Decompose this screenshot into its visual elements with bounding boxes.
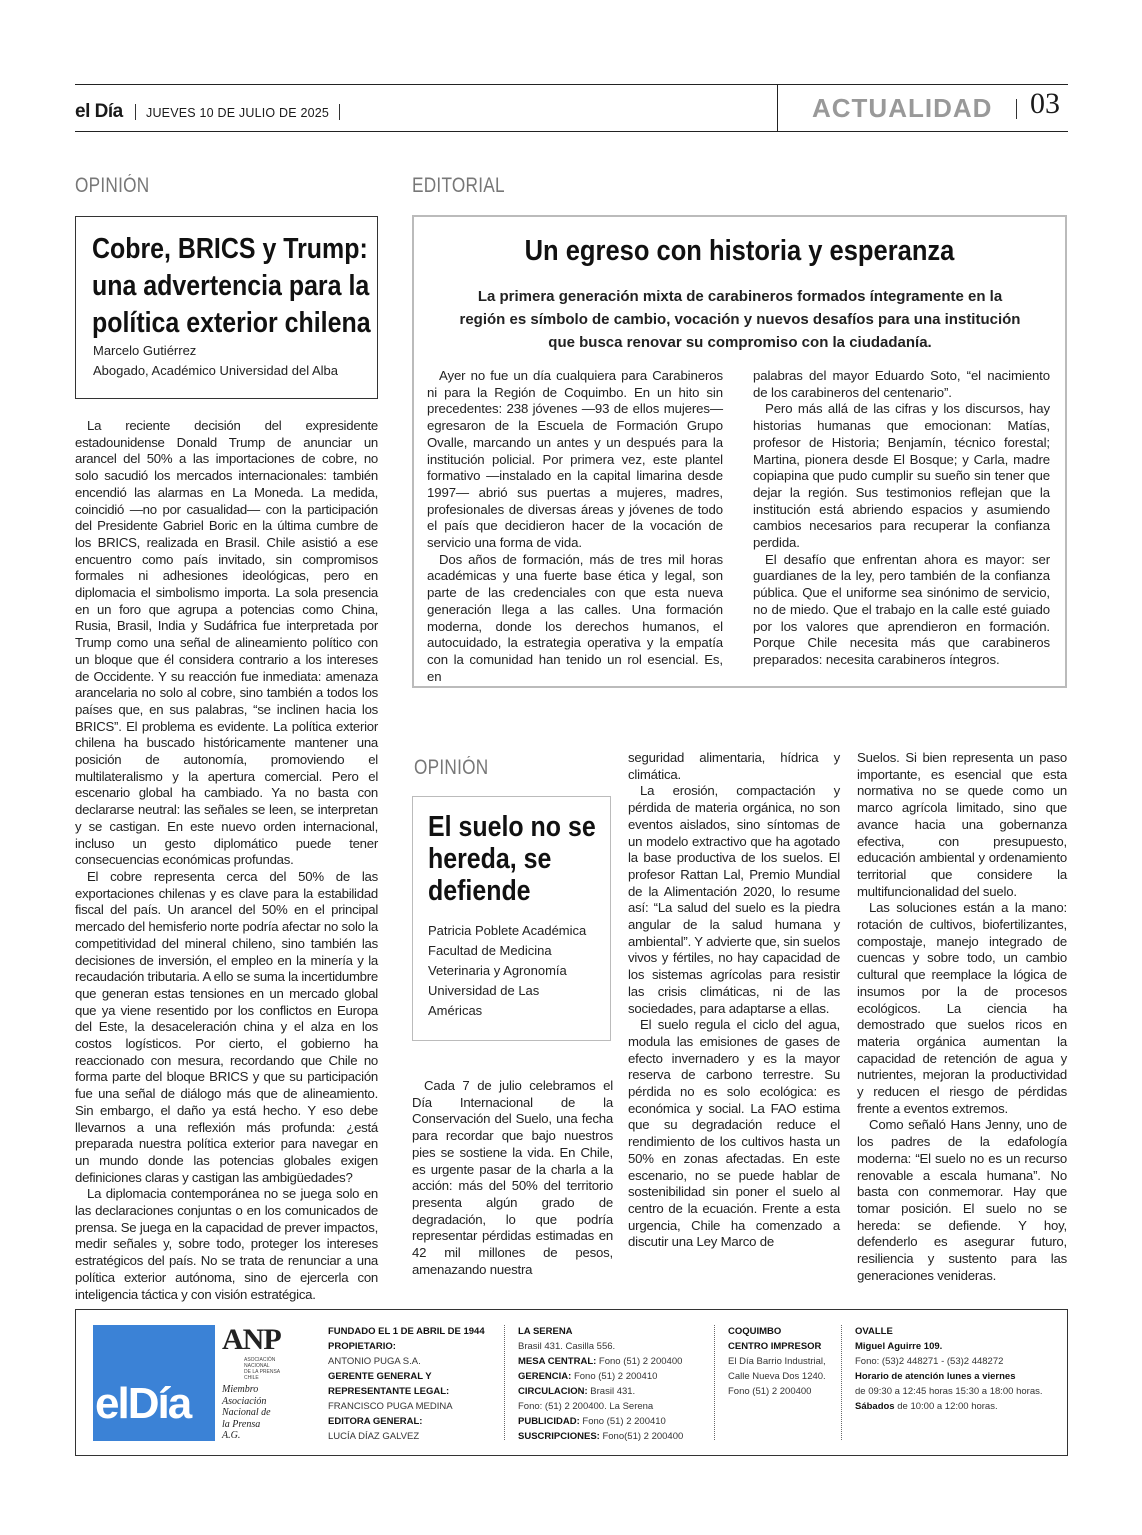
footer-line: Fono: (53)2 448271 - (53)2 448272	[855, 1356, 1004, 1367]
anp-logo: ANP ASOCIACIÓN NACIONAL DE LA PRENSA CHILE	[222, 1323, 281, 1381]
header-date: JUEVES 10 DE JULIO DE 2025	[146, 106, 330, 120]
opinion-author: Marcelo Gutiérrez Abogado, Académico Universidad del Alba	[93, 343, 338, 378]
header-section: ACTUALIDAD	[812, 93, 993, 123]
footer-line: ANTONIO PUGA S.A.	[328, 1356, 421, 1367]
footer-line: de 09:30 a 12:45 horas 15:30 a 18:00 horas.	[855, 1386, 1043, 1397]
footer-line: Fono (51) 2 200400	[728, 1386, 812, 1397]
page-number: 03	[1030, 87, 1060, 120]
footer-line: FRANCISCO PUGA MEDINA	[328, 1401, 453, 1412]
footer-line: Fono: (51) 2 200400. La Serena	[518, 1401, 654, 1412]
opinion-body: La reciente decisión del expresidente estadounidense Donald Trump de anunciar un arancel del 50% a las importaciones de cobre, no solo sacudió los mercados internacionales: también encendió las alarmas en La Moneda. La medida, coincidió —no por casualidad— con la participación del Presidente Gabriel Boric en la última cumbre de los BRICS, realizada en Brasil. Chile asistió a ese encuentro como país invitado, sin compromisos formales ni adhesiones ideológicas, pero en diplomacia el simbolismo importa. La sola presencia en un foro que agrupa a potencias como China, Rusia, Brasil, India y Sudáfrica fue interpretada por Trump como una señal de alineamiento político con un bloque que él considera contrario a los intereses de Occidente. Y su reacción fue inmediata: amenaza arancelaria no solo al cobre, sino también a todos los países que, en sus palabras, “se inclinen hacia los BRICS”. El problema es evidente. La política exterior chilena ha buscado históricamente mantener una posición de autonomía, promoviendo el multilateralismo y la apertura comercial. Pero el escenario global ha cambiado. Ya no basta con declararse neutral: las señales se leen, se interpretan y se castigan. En este nuevo orden internacional, incluso un gesto diplomático puede tener consecuencias económicas profundas. El cobre representa cerca del 50% de las exportaciones chilenas y es clave para la estabilidad fiscal del país. Un arancel del 50% en el principal mercado del hemisferio norte podría afectar no solo la competitividad del mineral chileno, sino también las decisiones de inversión, el empleo en la minería y la recaudación tributaria. A ello se suma la incertidumbre que generan estas tensiones en un mercado global que ya viene resentido por los conflictos en Europa del Este, la desaceleración china y el alza en los costos logísticos. Por cierto, el gobierno ha reaccionado con mesura, recordando que Chile no forma parte del bloque BRICS y que su participación fue una señal de diálogo más que de alineamiento. Sin embargo, el daño ya está hecho. Y eso debe llevarnos a una reflexión más profunda: ¿está preparada nuestra política exterior para navegar en un mundo donde las potencias globales exigen definiciones claras y castigan las ambigüedades? La diplomacia contemporánea no se juega solo en las declaraciones conjuntas o en los comunicados de prensa. Se juega en la capacidad de prever impactos, medir señales y, sobre todo, proteger los intereses estratégicos del país. No se trata de renunciar a una política exterior autónoma, sino de ejercerla con inteligencia táctica y con visión estratégica.	[75, 418, 378, 1302]
footer-line: Brasil 431. Casilla 556.	[518, 1341, 616, 1352]
footer-divider	[504, 1325, 505, 1440]
footer-line: PUBLICIDAD: Fono (51) 2 200410	[518, 1416, 666, 1427]
opinion2-author: Patricia Poblete Académica Facultad de Medicina Veterinaria y Agronomía Universidad de Las Américas	[428, 923, 587, 1018]
header-divider	[1016, 99, 1017, 119]
header-divider	[135, 104, 136, 120]
footer-logo: elDía	[93, 1325, 215, 1441]
footer-line: Miguel Aguirre 109.	[855, 1341, 943, 1352]
footer-column-coquimbo	[728, 1324, 826, 1399]
footer-line: COQUIMBO	[728, 1326, 782, 1337]
editorial-column-2: palabras del mayor Eduardo Soto, “el nacimiento de los carabineros del centenario”. Pero más allá de las cifras y los discursos, hay historias humanas que emocionan: Matías, profesor de Historia; Benjamín, técnico forestal; Martina, pionera desde El Bosque; y Carla, madre copiapina que pudo cumplir su sueño sin tener que dejar la región. Sus testimonios reflejan que la institución está abriendo espacios y asumiendo cambios necesarios para recuperar la confianza perdida. El desafío que enfrentan ahora es mayor: ser guardianes de la ley, pero también de la confianza pública. Que el uniforme sea sinónimo de servicio, no de miedo. Que el trabajo en la calle esté guiado por los valores que aprendieron en formación. Porque Chile necesita más que carabineros preparados: necesita carabineros íntegros.	[753, 368, 1050, 667]
opinion2-title: El suelo no se hereda, se defiende	[428, 811, 596, 907]
opinion2-column-2: seguridad alimentaria, hídrica y climática. La erosión, compactación y pérdida de materia orgánica, no son eventos aislados, sino síntomas de un modelo extractivo que ha agotado la base productiva de los suelos. El profesor Rattan Lal, Premio Mundial de la Alimentación 2020, lo resume así: “La salud del suelo es la piedra angular de la salud humana y ambiental”. Y advierte que, sin suelos vivos y fértiles, no hay capacidad de los sistemas agrícolas para resistir las crisis climáticas, ni de las sociedades, para adaptarse a ellas. El suelo regula el ciclo del agua, modula las emisiones de gases de efecto invernadero y es la mayor reserva de carbono terrestre. Su pérdida no es solo ecológica: es económica y social. La FAO estima que su degradación reduce el rendimiento de los cultivos hasta un 50% en zonas afectadas. En este escenario, no se puede hablar de sostenibilidad sin poner el suelo al centro de la ecuación. Frente a esta urgencia, Chile ha comenzado a discutir una Ley Marco de	[628, 750, 840, 1250]
section-label-opinion: OPINIÓN	[75, 174, 150, 197]
opinion2-column-1: Cada 7 de julio celebramos el Día Internacional de la Conservación del Suelo, una fecha para recordar que bajo nuestros pies se sostiene la vida. En Chile, es urgente pasar de la charla a la acción: más del 50% del territorio presenta algún grado de degradación, lo que podría representar pérdidas estimadas en 42 mil millones de pesos, amenazando nuestra	[412, 1078, 613, 1277]
footer-column-founded	[328, 1324, 485, 1444]
footer-line: EDITORA GENERAL:	[328, 1416, 423, 1427]
section-label-opinion: OPINIÓN	[414, 756, 489, 779]
footer-divider	[714, 1325, 715, 1440]
footer-divider	[841, 1325, 842, 1440]
header-top-rule	[75, 84, 1068, 85]
footer-line: Sábados de 10:00 a 12:00 horas.	[855, 1401, 998, 1412]
footer-line: PROPIETARIO:	[328, 1341, 396, 1352]
footer-line: FUNDADO EL 1 DE ABRIL DE 1944	[328, 1326, 485, 1337]
editorial-title: Un egreso con historia y esperanza	[524, 235, 955, 267]
footer-column-ovalle	[855, 1324, 1043, 1414]
header-bottom-rule	[75, 131, 1068, 132]
footer-line: Horario de atención lunes a viernes	[855, 1371, 1016, 1382]
footer-line: El Día Barrio Industrial,	[728, 1356, 826, 1367]
section-label-editorial: EDITORIAL	[412, 174, 505, 197]
footer-line: OVALLE	[855, 1326, 893, 1337]
footer-line: CENTRO IMPRESOR	[728, 1341, 822, 1352]
header-divider	[339, 104, 340, 120]
footer-line: MESA CENTRAL: Fono (51) 2 200400	[518, 1356, 683, 1367]
footer-line: GERENTE GENERAL Y	[328, 1371, 432, 1382]
footer-column-la-serena	[518, 1324, 683, 1444]
footer-line: LUCÍA DÍAZ GALVEZ	[328, 1431, 420, 1442]
footer-line: REPRESENTANTE LEGAL:	[328, 1386, 450, 1397]
editorial-subtitle: La primera generación mixta de carabineros formados íntegramente en la región es símbolo de cambio, vocación y nuevos desafíos para una institución que busca renovar su compromiso con la ciudadanía.	[459, 288, 1021, 351]
header-separator	[777, 84, 778, 131]
footer-line: LA SERENA	[518, 1326, 573, 1337]
opinion2-column-3: Suelos. Si bien representa un paso importante, es esencial que esta normativa no se quede como un marco agrícola limitado, sino que avance hacia una gobernanza efectiva, con presupuesto, educación ambiental y ordenamiento territorial que considere la multifuncionalidad del suelo. Las soluciones están a la mano: rotación de cultivos, biofertilizantes, compostaje, manejo integrado de cuencas y sobre todo, un cambio cultural que reemplace la lógica de insumos por la de procesos ecológicos. La ciencia ha demostrado que suelos ricos en materia orgánica aumentan la capacidad de retención de agua y nutrientes, mejoran la productividad y reducen el riesgo de pérdidas frente a eventos extremos. Como señaló Hans Jenny, uno de los padres de la edafología moderna: “El suelo no es un recurso renovable a escala humana”. No basta con conmemorar. Hay que tomar posición. El suelo no se hereda: se defiende. Y hoy, defenderlo es asegurar futuro, resiliencia y sustento para las generaciones venideras.	[857, 750, 1067, 1283]
footer-member-text: Miembro Asociación Nacional de la Prensa A.G.	[222, 1384, 271, 1441]
editorial-column-1: Ayer no fue un día cualquiera para Carabineros ni para la Región de Coquimbo. En un hito sin precedentes: 238 jóvenes —93 de ellos mujeres— egresaron de la Escuela de Formación Grupo Ovalle, marcando un antes y un después para la institución policial. Por primera vez, este plantel formativo —instalado en la capital limarina desde 1997— abrió sus puertas a mujeres, madres, profesionales de diversas áreas y jóvenes de todo el país que decidieron hacer de la vocación de servicio una forma de vida. Dos años de formación, más de tres mil horas académicas y una fuerte base ética y legal, son parte de las credenciales con que esta nueva generación llega a las calles. Una formación moderna, donde los derechos humanos, el autocuidado, la estrategia operativa y la empatía con la comunidad han tenido un rol esencial. Es, en	[427, 368, 723, 684]
footer-line: Calle Nueva Dos 1240.	[728, 1371, 826, 1382]
footer-line: GERENCIA: Fono (51) 2 200410	[518, 1371, 658, 1382]
opinion-title: Cobre, BRICS y Trump: una advertencia para la política exterior chilena	[92, 233, 371, 339]
footer-line: SUSCRIPCIONES: Fono(51) 2 200400	[518, 1431, 684, 1442]
footer-line: CIRCULACION: Brasil 431.	[518, 1386, 636, 1397]
header-logo: el Día	[75, 101, 123, 122]
